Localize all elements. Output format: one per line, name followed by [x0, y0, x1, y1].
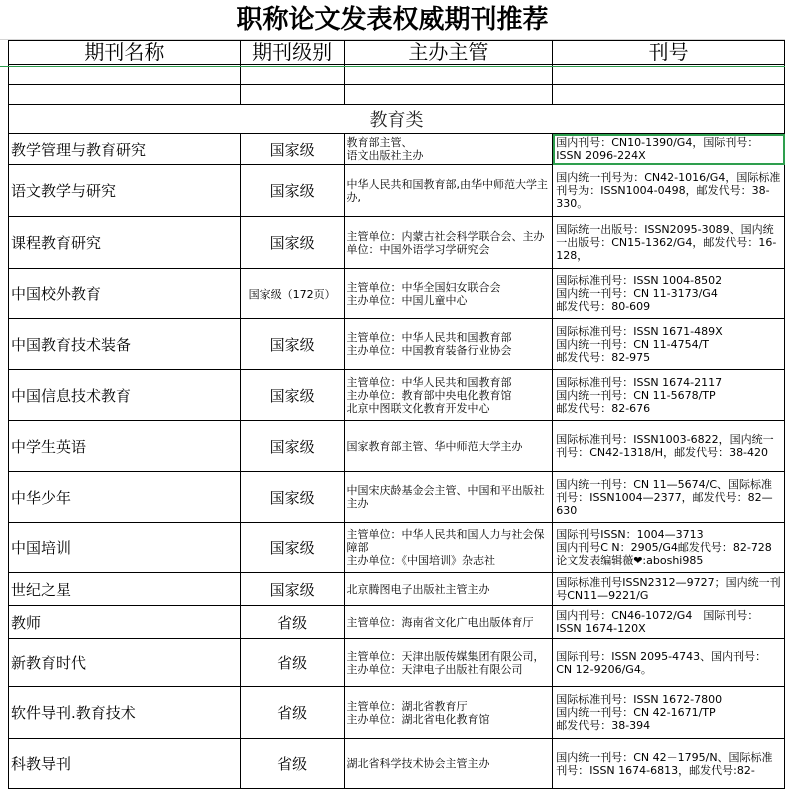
- header-cell-issn[interactable]: 刊号: [553, 41, 785, 65]
- selection-gridline: [0, 66, 785, 67]
- cell-journal-name[interactable]: 科教导刊: [9, 739, 241, 789]
- cell-issn[interactable]: 国际标准刊号ISSN2312—9727；国内统一刊号CN11—9221/G: [553, 573, 785, 606]
- cell-organizer[interactable]: 国家教育部主管、华中师范大学主办: [344, 421, 553, 472]
- blank-row: [9, 65, 785, 85]
- table-row: [9, 217, 785, 269]
- table-row: [9, 319, 785, 370]
- cell-organizer[interactable]: 主管单位：天津出版传媒集团有限公司，主办单位：天津电子出版社有限公司: [344, 639, 553, 687]
- header-cell-level[interactable]: 期刊级别: [240, 41, 344, 65]
- cell-journal-name[interactable]: 世纪之星: [9, 573, 241, 606]
- cell-issn[interactable]: 国内统一刊号：CN 42－1795/N、国际标准刊号：ISSN 1674-6813，邮发代号:82-: [553, 739, 785, 789]
- cell-level[interactable]: 国家级: [240, 523, 344, 573]
- category-cell[interactable]: 教育类: [9, 105, 785, 134]
- table-row: [9, 269, 785, 319]
- category-row: [9, 105, 785, 134]
- cell-issn[interactable]: 国际标准刊号：ISSN 1672-7800 国内统一刊号：CN 42-1671/TP 邮发代号：38-394: [553, 687, 785, 739]
- cell-organizer[interactable]: 主管单位：中华人民共和国人力与社会保障部 主办单位：《中国培训》杂志社: [344, 523, 553, 573]
- cell-level[interactable]: 国家级: [240, 472, 344, 523]
- cell-journal-name[interactable]: 新教育时代: [9, 639, 241, 687]
- cell-organizer[interactable]: 中华人民共和国教育部,由华中师范大学主办,: [344, 165, 553, 217]
- cell-level[interactable]: 省级: [240, 687, 344, 739]
- cell-level[interactable]: 国家级: [240, 165, 344, 217]
- cell-organizer[interactable]: 湖北省科学技术协会主管主办: [344, 739, 553, 789]
- cell-organizer[interactable]: 教育部主管、 语文出版社主办: [344, 134, 553, 165]
- cell-issn[interactable]: 国际刊号ISSN：1004—3713 国内刊号C N：2905/G4邮发代号：82-728论文发表编辑薇❤:aboshi985: [553, 523, 785, 573]
- cell-journal-name[interactable]: 中华少年: [9, 472, 241, 523]
- cell-level[interactable]: 国家级: [240, 421, 344, 472]
- table-row: [9, 472, 785, 523]
- table-row: [9, 639, 785, 687]
- cell-level[interactable]: 省级: [240, 739, 344, 789]
- cell-organizer[interactable]: 主管单位：中华人民共和国教育部 主办单位：中国教育装备行业协会: [344, 319, 553, 370]
- cell-journal-name[interactable]: 中国信息技术教育: [9, 370, 241, 421]
- cell-level[interactable]: 国家级: [240, 217, 344, 269]
- cell-journal-name[interactable]: 教学管理与教育研究: [9, 134, 241, 165]
- cell-issn[interactable]: 国内刊号：CN10-1390/G4，国际刊号：ISSN 2096-224X: [553, 134, 785, 165]
- cell-issn[interactable]: 国内统一刊号：CN 11—5674/C、国际标准刊号：ISSN1004—2377，邮发代号：82—630: [553, 472, 785, 523]
- cell-level[interactable]: 国家级: [240, 370, 344, 421]
- table-row: [9, 165, 785, 217]
- cell-issn[interactable]: 国际标准刊号：ISSN 1674-2117 国内统一刊号：CN 11-5678/TP 邮发代号：82-676: [553, 370, 785, 421]
- cell-level[interactable]: 国家级: [240, 573, 344, 606]
- cell-journal-name[interactable]: 软件导刊.教育技术: [9, 687, 241, 739]
- cell-journal-name[interactable]: 课程教育研究: [9, 217, 241, 269]
- cell-issn[interactable]: 国际标准刊号：ISSN 1004-8502 国内统一刊号：CN 11-3173/G4 邮发代号：80-609: [553, 269, 785, 319]
- empty-cell[interactable]: [344, 85, 553, 105]
- cell-journal-name[interactable]: 中国教育技术装备: [9, 319, 241, 370]
- cell-organizer[interactable]: 主管单位：海南省文化广电出版体育厅: [344, 606, 553, 639]
- header-cell-name[interactable]: 期刊名称: [9, 41, 241, 65]
- empty-cell[interactable]: [553, 65, 785, 85]
- empty-cell[interactable]: [240, 85, 344, 105]
- journal-table: [8, 40, 785, 789]
- empty-cell[interactable]: [9, 85, 241, 105]
- table-row: [9, 370, 785, 421]
- cell-level[interactable]: 省级: [240, 606, 344, 639]
- cell-issn[interactable]: 国际统一出版号：ISSN2095-3089、国内统一出版号：CN15-1362/G4，邮发代号：16-128，: [553, 217, 785, 269]
- empty-cell[interactable]: [344, 65, 553, 85]
- cell-level[interactable]: 国家级（172页）: [240, 269, 344, 319]
- cell-level[interactable]: 国家级: [240, 134, 344, 165]
- empty-cell[interactable]: [9, 65, 241, 85]
- table-row: [9, 134, 785, 165]
- cell-issn[interactable]: 国际标准刊号：ISSN1003-6822，国内统一刊号：CN42-1318/H，邮发代号：38-420: [553, 421, 785, 472]
- cell-level[interactable]: 国家级: [240, 319, 344, 370]
- cell-organizer[interactable]: 中国宋庆龄基金会主管、中国和平出版社主办: [344, 472, 553, 523]
- table-row: [9, 606, 785, 639]
- cell-journal-name[interactable]: 中国校外教育: [9, 269, 241, 319]
- cell-issn[interactable]: 国际标准刊号：ISSN 1671-489X 国内统一刊号：CN 11-4754/T 邮发代号：82-975: [553, 319, 785, 370]
- empty-cell[interactable]: [553, 85, 785, 105]
- cell-issn[interactable]: 国内统一刊号为：CN42-1016/G4，国际标准刊号为：ISSN1004-0498，邮发代号：38-330。: [553, 165, 785, 217]
- header-row: [9, 41, 785, 65]
- cell-organizer[interactable]: 主管单位：湖北省教育厅 主办单位：湖北省电化教育馆: [344, 687, 553, 739]
- cell-journal-name[interactable]: 中国培训: [9, 523, 241, 573]
- cell-journal-name[interactable]: 语文教学与研究: [9, 165, 241, 217]
- cell-organizer[interactable]: 北京腾图电子出版社主管主办: [344, 573, 553, 606]
- table-row: [9, 573, 785, 606]
- table-row: [9, 687, 785, 739]
- header-cell-org[interactable]: 主办主管: [344, 41, 553, 65]
- cell-organizer[interactable]: 主管单位：中华人民共和国教育部 主办单位：教育部中央电化教育馆 北京中图联文化教育开发中心: [344, 370, 553, 421]
- cell-level[interactable]: 省级: [240, 639, 344, 687]
- table-row: [9, 523, 785, 573]
- table-row: [9, 739, 785, 789]
- cell-organizer[interactable]: 主管单位：中华全国妇女联合会 主办单位：中国儿童中心: [344, 269, 553, 319]
- cell-issn[interactable]: 国内刊号：CN46-1072/G4 国际刊号：ISSN 1674-120X: [553, 606, 785, 639]
- sheet-title: 职称论文发表权威期刊推荐: [236, 5, 549, 35]
- empty-cell[interactable]: [240, 65, 344, 85]
- table-row: [9, 421, 785, 472]
- cell-journal-name[interactable]: 教师: [9, 606, 241, 639]
- cell-journal-name[interactable]: 中学生英语: [9, 421, 241, 472]
- cell-issn[interactable]: 国际刊号：ISSN 2095-4743、国内刊号：CN 12-9206/G4。: [553, 639, 785, 687]
- blank-row: [9, 85, 785, 105]
- cell-organizer[interactable]: 主管单位：内蒙古社会科学联合会、主办单位：中国外语学习学研究会: [344, 217, 553, 269]
